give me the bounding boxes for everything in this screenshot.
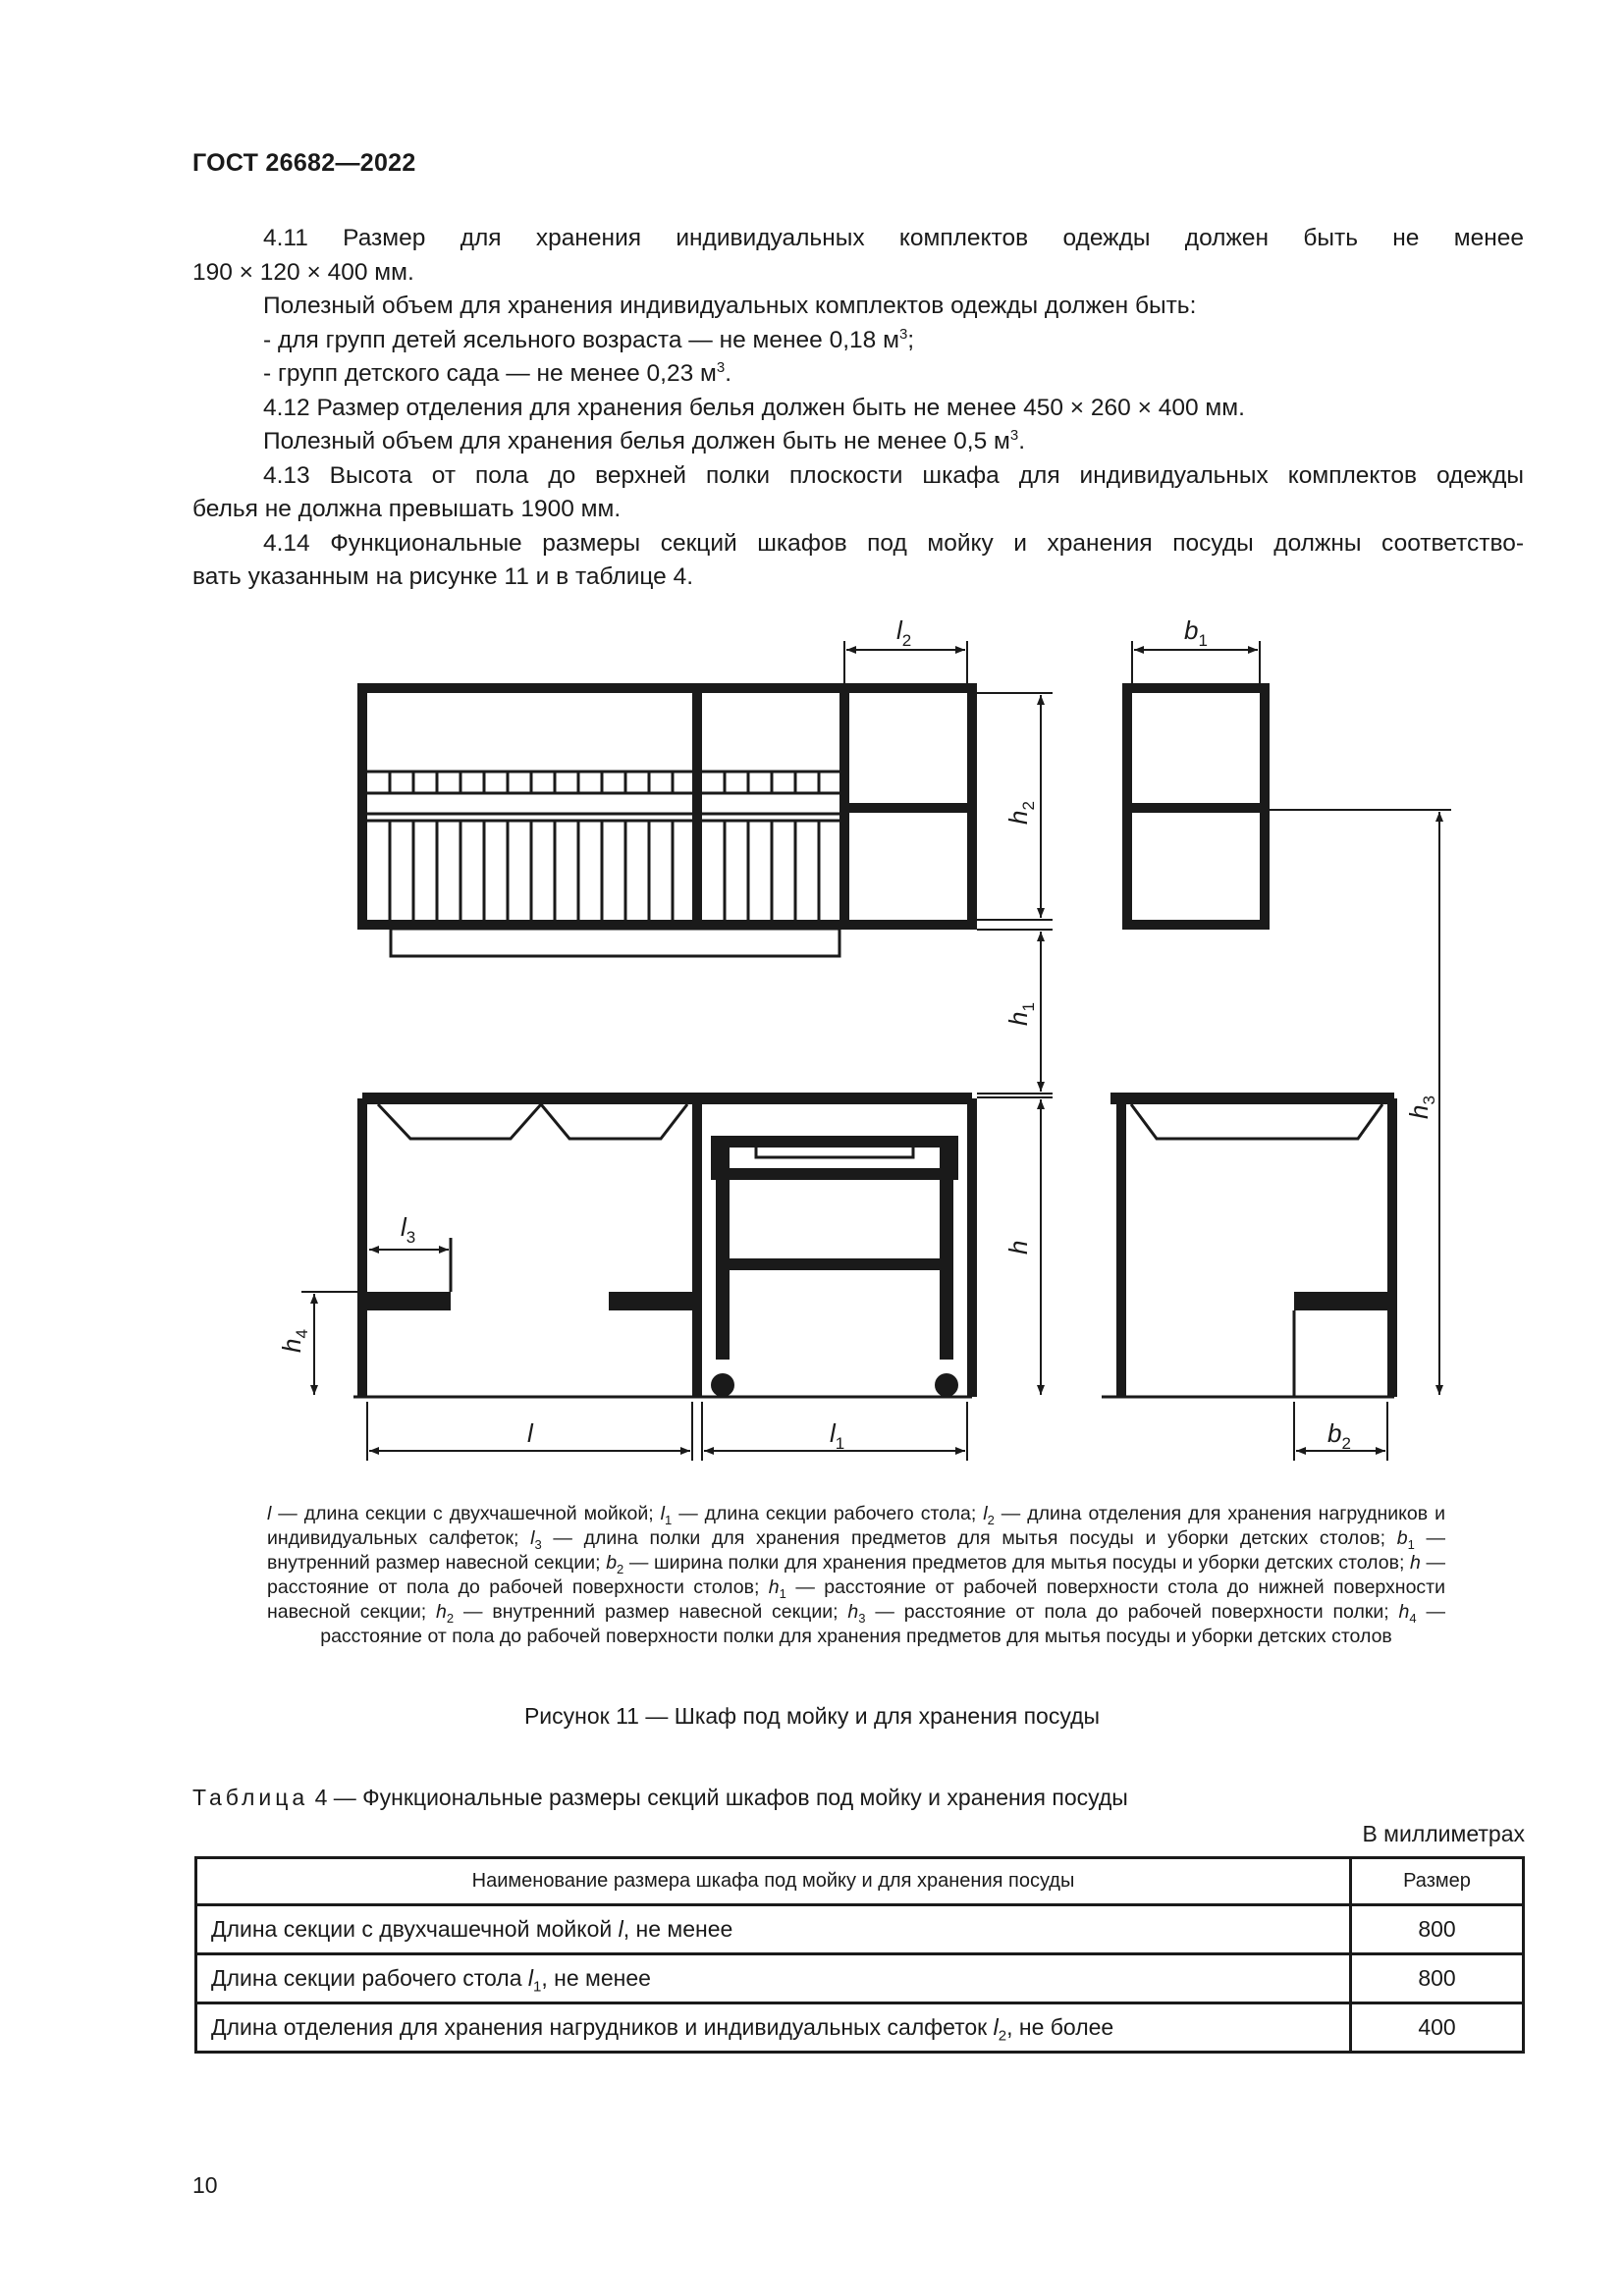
document-header: ГОСТ 26682—2022: [192, 149, 416, 177]
table-cell-value: 800: [1351, 1954, 1524, 2003]
table-cell-name: Длина отделения для хранения нагрудников и индивидуальных салфеток $l_2$, не более: [196, 2003, 1351, 2053]
dim-label-h1: $h_1$: [1003, 1002, 1038, 1026]
dim-label-l1: $l_1$: [830, 1418, 845, 1453]
dimensions-table: [194, 1856, 1525, 2054]
table-cell-value: 400: [1351, 2003, 1524, 2053]
dim-label-h2: $h_2$: [1003, 801, 1038, 825]
table-units: В миллиметрах: [1362, 1821, 1525, 1846]
dim-label-b1: $b_1$: [1184, 615, 1208, 650]
dim-label-l3: $l_3$: [401, 1212, 416, 1247]
dimension-lines: [301, 641, 1451, 1461]
work-table: [711, 1142, 958, 1397]
upper-cabinet-side: [1127, 688, 1265, 925]
paragraph-4-14: 4.14 Функциональные размеры секций шкафов под мойку и хранения посуды должны соответство-: [263, 529, 1524, 557]
list-item: - для групп детей ясельного возраста — не менее 0,18 $м^3$;: [263, 325, 915, 353]
paragraph-4-12-volume: Полезный объем для хранения белья должен быть не менее 0,5 $м^3$.: [263, 426, 1026, 454]
wheel-icon: [935, 1373, 958, 1397]
lower-cabinet-side: [1102, 1098, 1394, 1397]
table-header-row: [196, 1858, 1524, 1905]
paragraph-4-13: 4.13 Высота от пола до верхней полки плоскости шкафа для индивидуальных комплектов одежды: [263, 461, 1524, 489]
list-item: - групп детского сада — не менее 0,23 $м^3$.: [263, 358, 732, 387]
page-number: 10: [192, 2172, 218, 2198]
table-cell-name: Длина секции рабочего стола $l_1$, не менее: [196, 1954, 1351, 2003]
paragraph-4-14-cont: вать указанным на рисунке 11 и в таблице 4.: [192, 563, 694, 590]
dim-label-b2: $b_2$: [1327, 1418, 1351, 1453]
dim-label-h4: $h_4$: [277, 1329, 311, 1353]
dim-label-h3: $h_3$: [1404, 1095, 1438, 1119]
paragraph-4-13-cont: белья не должна превышать 1900 мм.: [192, 496, 622, 522]
table-header-size: Размер: [1351, 1858, 1524, 1905]
wheel-icon: [711, 1373, 734, 1397]
dim-label-l: l: [527, 1418, 533, 1448]
lower-cabinet-front: [353, 1098, 972, 1397]
table-row: [196, 1954, 1524, 2003]
table-title: Таблица 4 — Функциональные размеры секций шкафов под мойку и хранения посуды: [192, 1785, 1128, 1810]
table-header-name: Наименование размера шкафа под мойку и для хранения посуды: [196, 1858, 1351, 1905]
table-cell-name: Длина секции с двухчашечной мойкой l, не менее: [196, 1905, 1351, 1954]
paragraph-4-11-cont: 190 × 120 × 400 мм.: [192, 258, 414, 286]
figure-caption: Рисунок 11 — Шкаф под мойку и для хранения посуды: [523, 1703, 1101, 1729]
paragraph-4-11: 4.11 Размер для хранения индивидуальных комплектов одежды должен быть не менее: [263, 225, 1524, 251]
paragraph-4-12: 4.12 Размер отделения для хранения белья должен быть не менее 450 × 260 × 400 мм.: [263, 394, 1245, 421]
table-cell-value: 800: [1351, 1905, 1524, 1954]
figure-legend: l — длина секции с двухчашечной мойкой; $l_1$ — длина секции рабочего стола; $l_2$ — длина отделения для хранения нагрудников и индивидуальных салфеток; $l_3$ — длина полки для хранения предметов для мытья посуды и уборки детских столов; $b_1$ — внутренний размер навесной секции; $b_2$ — ширина полки для хранения предметов для мытья посуды и уборки детских столов; h — расстояние от пола до рабочей поверхности столов; $h_1$ — расстояние от рабочей поверхности стола до нижней поверхности навесной секции; $h_2$ — внутренний размер навесной секции; $h_3$ — расстояние от пола до рабочей поверхности полки; $h_4$ — расстояние от пола до рабочей поверхности полки для хранения предметов для мытья посуды и уборки детских столов: [267, 1503, 1445, 1647]
table-row: [196, 1905, 1524, 1954]
upper-cabinet-front: [362, 688, 972, 956]
table-row: [196, 2003, 1524, 2053]
paragraph-4-11-volume: Полезный объем для хранения индивидуальных комплектов одежды должен быть:: [263, 293, 1197, 319]
dim-label-l2: $l_2$: [896, 615, 912, 650]
dim-label-h: h: [1003, 1240, 1033, 1255]
